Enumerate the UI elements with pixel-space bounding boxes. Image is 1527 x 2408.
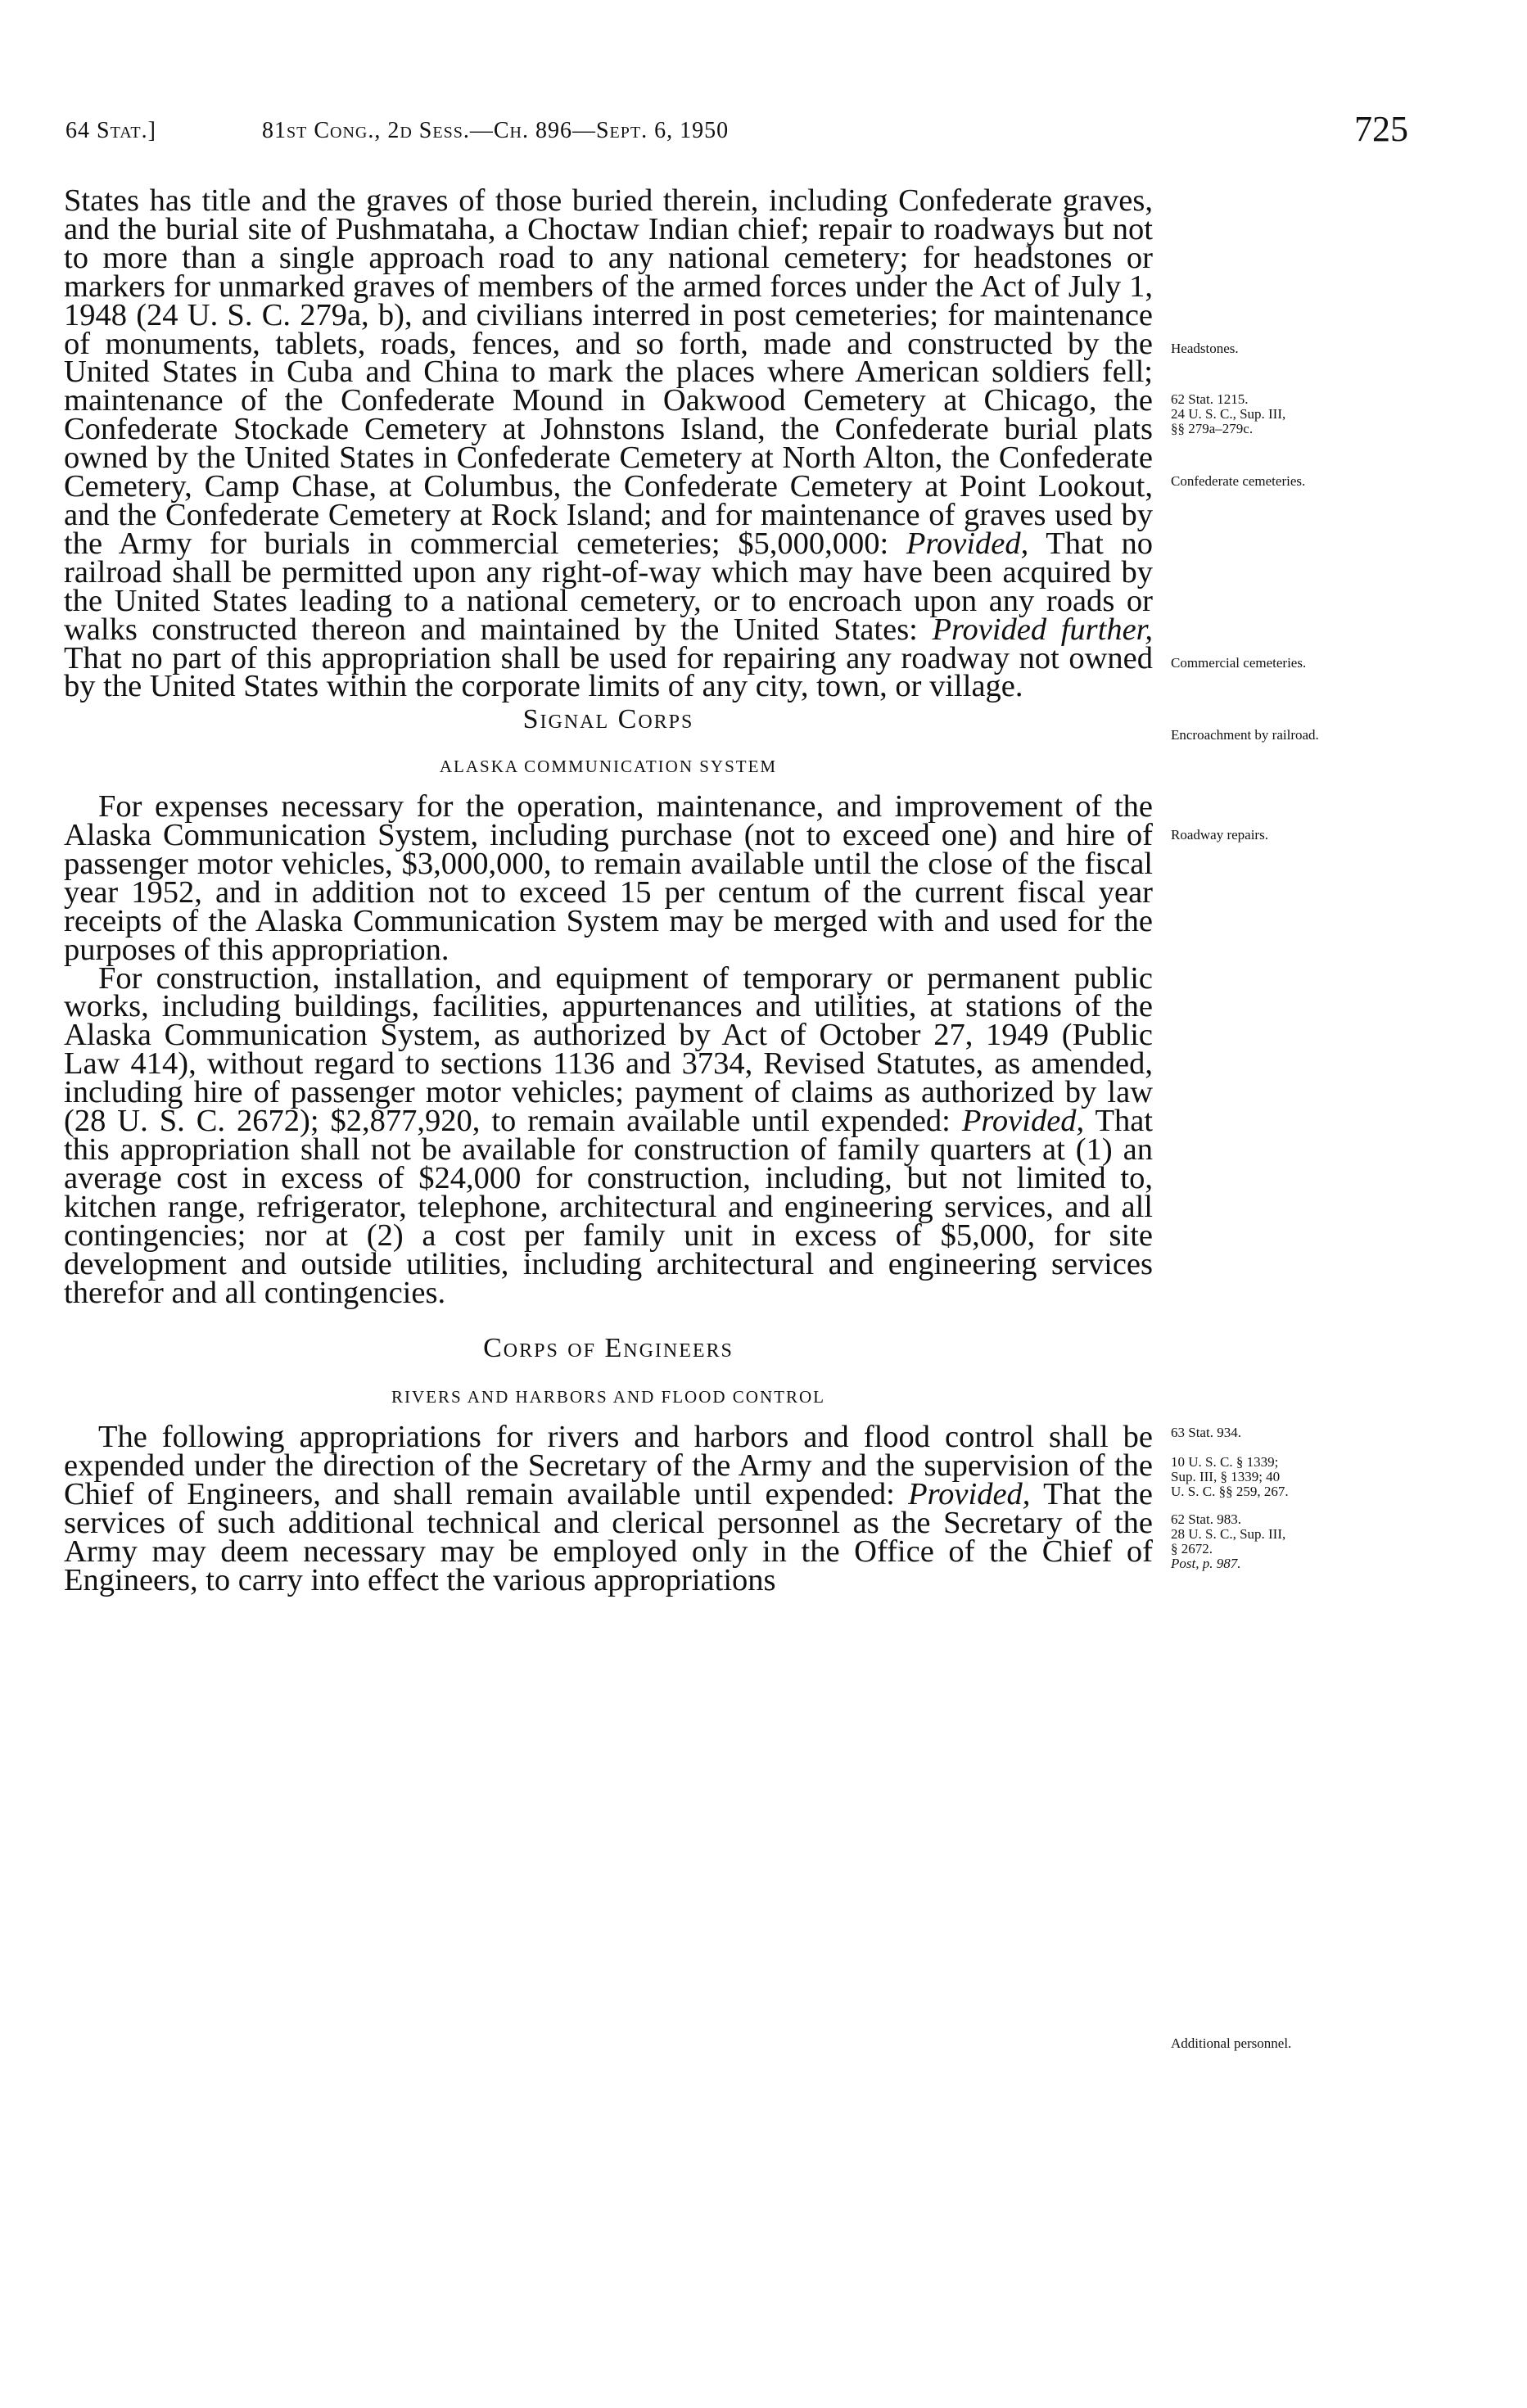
note-stat-983-b: 28 U. S. C., Sup. III,	[1171, 1526, 1286, 1542]
paragraph-cemeteries: States has title and the graves of those buried therein, including Confederate graves, and the burial site of Pushmataha, a Choctaw Indian chief; repair to roadways but not to more than a single approach road to any national cemetery; for headstones or markers for unmarked graves of members of the armed forces under the Act of July 1, 1948 (24 U. S. C. 279a, b), and civilians interred in post cemeteries; for maintenance of monuments, tablets, roads, fences, and so forth, made and constructed by the United States in Cuba and China to mark the places where American soldiers fell; maintenance of the Confederate Mound in Oakwood Cemetery at Chicago, the Confederate Stockade Cemetery at Johnstons Island, the Confederate burial plats owned by the United States in Confederate Cemetery at North Alton, the Confederate Cemetery, Camp Chase, at Columbus, the Confederate Cemetery at Point Lookout, and the Confederate Cemetery at Rock Island; and for maintenance of graves used by the Army for burials in commercial cemeteries; $5,000,000: Provided, That no railroad shall be permitted upon any right-of-way which may have been acquired by the United States leading to a national cemetery, or to encroach upon any roads or walks constructed thereon and maintained by the United States: Provided further, That no part of this appropriation shall be used for repairing any roadway not owned by the United States within the corporate limits of any city, town, or village.	[64, 183, 1154, 704]
page-header	[66, 109, 1408, 167]
heading-signal-corps: Signal Corps	[522, 704, 694, 735]
note-encroachment: Encroachment by railroad.	[1171, 727, 1319, 743]
note-stat-1215-b: 24 U. S. C., Sup. III,	[1171, 406, 1286, 422]
note-usc-1339-a: 10 U. S. C. § 1339;	[1171, 1454, 1279, 1470]
note-stat-1215-c: §§ 279a–279c.	[1171, 421, 1254, 436]
note-headstones: Headstones.	[1171, 341, 1239, 356]
proviso-further-label: Provided further,	[932, 612, 1154, 647]
note-usc-1339-b: Sup. III, § 1339; 40	[1171, 1469, 1281, 1484]
proviso-label: Provided,	[908, 1477, 1031, 1512]
paragraph-rivers-harbors: The following appropriations for rivers and harbors and flood control shall be expended under the direction of the Secretary of the Army and the supervision of the Chief of Engineers, and shall remain available until expended: Provided, That the services of such additional technical and clerical personnel as the Secretary of the Army may deem necessary may be employed only in the Office of the Chief of Engineers, to carry into effect the various appropriations	[64, 1420, 1153, 1597]
paragraph-alaska-operation: For expenses necessary for the operation, maintenance, and improvement of the Alaska Communication System, including purchase (not to exceed one) and hire of passenger motor vehicles, $3,000,000, to remain available until the close of the fiscal year 1952, and in addition not to exceed 15 per centum of the current fiscal year receipts of the Alaska Communication System may be merged with and used for the purposes of this appropriation.	[64, 789, 1153, 967]
subheading-alaska: ALASKA COMMUNICATION SYSTEM	[439, 757, 778, 777]
note-roadway: Roadway repairs.	[1171, 827, 1268, 843]
heading-corps-of-engineers: Corps of Engineers	[483, 1333, 734, 1364]
proviso-label: Provided,	[906, 526, 1029, 561]
note-stat-1215-a: 62 Stat. 1215.	[1171, 391, 1249, 407]
note-commercial: Commercial cemeteries.	[1171, 655, 1307, 671]
note-personnel: Additional personnel.	[1171, 2035, 1292, 2051]
note-stat-934: 63 Stat. 934.	[1171, 1425, 1241, 1440]
session-reference: 81st Cong., 2d Sess.—Ch. 896—Sept. 6, 1950	[262, 118, 730, 143]
note-usc-1339-c: U. S. C. §§ 259, 267.	[1171, 1484, 1289, 1499]
note-stat-983-a: 62 Stat. 983.	[1171, 1511, 1241, 1527]
paragraph-alaska-construction: For construction, installation, and equipment of temporary or permanent public works, including buildings, facilities, appurtenances and utilities, at stations of the Alaska Communication System, as authorized by Act of October 27, 1949 (Public Law 414), without regard to sections 1136 and 3734, Revised Statutes, as amended, including hire of passenger motor vehicles; payment of claims as authorized by law (28 U. S. C. 2672); $2,877,920, to remain available until expended: Provided, That this appropriation shall not be available for construction of family quarters at (1) an average cost in excess of $24,000 for construction, including, but not limited to, kitchen range, refrigerator, telephone, architectural and engineering services, and all contingencies; nor at (2) a cost per family unit in excess of $5,000, for site development and outside utilities, including architectural and engineering services therefor and all contingencies.	[64, 960, 1154, 1310]
main-text-column	[64, 183, 1154, 1597]
page-number: 725	[1354, 109, 1408, 149]
volume-reference: 64 Stat.]	[66, 118, 156, 143]
note-stat-983-c: § 2672.	[1171, 1541, 1213, 1556]
note-confederate: Confederate cemeteries.	[1171, 473, 1306, 489]
subheading-rivers-harbors: RIVERS AND HARBORS AND FLOOD CONTROL	[391, 1387, 825, 1407]
proviso-label: Provided,	[961, 1104, 1085, 1139]
note-post: Post, p. 987.	[1171, 1556, 1241, 1571]
